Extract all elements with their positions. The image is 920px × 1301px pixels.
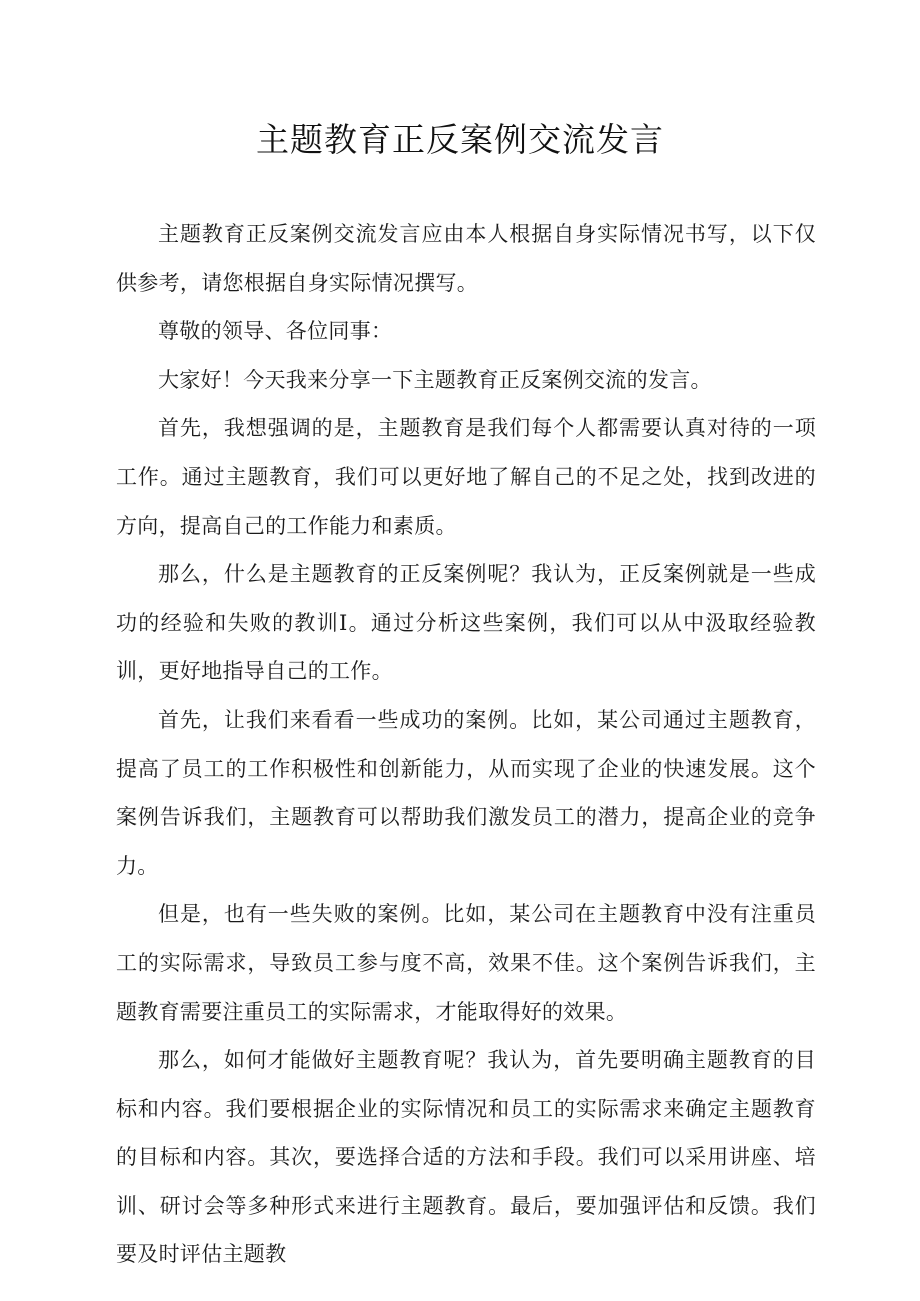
- paragraph-salutation: 尊敬的领导、各位同事：: [158, 319, 393, 344]
- paragraph-how-to: 那么，如何才能做好主题教育呢？我认为，首先要明确主题教育的目标和内容。我们要根据企业的实际情况和员工的实际需求来确定主题教育的目标和内容。其次，要选择合适的方法和手段。我们可以采用讲座、培训、研讨会等多种形式来进行主题教育。最后，要加强评估和反馈。我们要及时评估主题教: [116, 1048, 816, 1267]
- paragraph-intro-note: 主题教育正反案例交流发言应由本人根据自身实际情况书写，以下仅供参考，请您根据自身实际情况撰写。: [116, 222, 816, 295]
- paragraph-definition: 那么，什么是主题教育的正反案例呢？我认为，正反案例就是一些成功的经验和失败的教训I。通过分析这些案例，我们可以从中汲取经验教训，更好地指导自己的工作。: [116, 562, 816, 684]
- paragraph-success-case: 首先，让我们来看看一些成功的案例。比如，某公司通过主题教育，提高了员工的工作积极性和创新能力，从而实现了企业的快速发展。这个案例告诉我们，主题教育可以帮助我们激发员工的潜力，提高企业的竞争力。: [116, 707, 816, 878]
- paragraph-importance: 首先，我想强调的是，主题教育是我们每个人都需要认真对待的一项工作。通过主题教育，我们可以更好地了解自己的不足之处，找到改进的方向，提高自己的工作能力和素质。: [116, 416, 816, 538]
- document-body: [116, 210, 816, 1279]
- paragraph-failure-case: 但是，也有一些失败的案例。比如，某公司在主题教育中没有注重员工的实际需求，导致员工参与度不高，效果不佳。这个案例告诉我们，主题教育需要注重员工的实际需求，才能取得好的效果。: [116, 902, 816, 1024]
- paragraph-greeting: 大家好！今天我来分享一下主题教育正反案例交流的发言。: [158, 367, 712, 392]
- document-title: 主题教育正反案例交流发言: [256, 120, 664, 159]
